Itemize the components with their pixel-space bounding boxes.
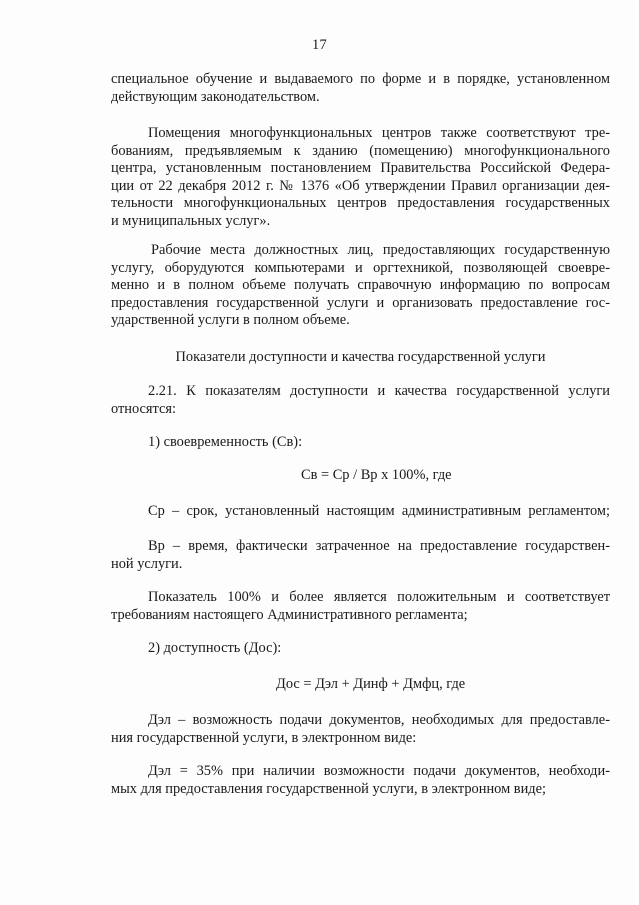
- text-line: Рабочие места должностных лиц, предоставляющих государственную: [151, 242, 610, 258]
- text-line: тельности многофункциональных центров предоставления государственных: [111, 195, 610, 212]
- definition-del-35: [111, 763, 610, 798]
- paragraph-workplaces: [111, 242, 610, 330]
- text-line: Вр – время, фактически затраченное на предоставление государствен-: [148, 538, 610, 554]
- text-line: Дэл – возможность подачи документов, необходимых для предоставле-: [148, 712, 610, 728]
- definition-cp: [111, 503, 610, 521]
- page-number: 17: [311, 37, 328, 53]
- text-line: центра, установленным постановлением Правительства Российской Федера-: [111, 160, 610, 177]
- paragraph-continuation: [111, 71, 610, 106]
- text-line: действующим законодательством.: [111, 88, 320, 105]
- paragraph-2-21: [111, 383, 610, 418]
- list-item-accessibility: 2) доступность (Дос):: [148, 640, 282, 656]
- text-line: требованиям настоящего Административного регламента;: [111, 606, 468, 623]
- text-line: 2.21. К показателям доступности и качества государственной услуги: [148, 383, 610, 399]
- text-line: ния государственной услуги, в электронном виде:: [111, 729, 417, 746]
- list-item-timeliness: 1) своевременность (Св):: [148, 434, 303, 450]
- paragraph-indicator: [111, 589, 610, 624]
- text-line: мых для предоставления государственной услуги, в электронном виде;: [111, 780, 546, 797]
- text-line: Показатель 100% и более является положительным и соответствует: [148, 589, 610, 605]
- text-line: и муниципальных услуг».: [111, 212, 271, 229]
- definition-vr: [111, 538, 610, 573]
- text-line: бованиям, предъявляемым к зданию (помещению) многофункционального: [111, 142, 610, 159]
- text-line: специальное обучение и выдаваемого по форме и в порядке, установленном: [111, 71, 610, 87]
- text-line: ударственной услуги в полном объеме.: [111, 312, 350, 329]
- text-line: услугу, оборудуются компьютерами и оргтехникой, позволяющей своевре-: [111, 259, 610, 276]
- text-line: менно и в полном объеме получать справочную информацию по вопросам: [111, 277, 610, 294]
- definition-del: [111, 712, 610, 747]
- section-heading: Показатели доступности и качества государственной услуги: [175, 349, 546, 365]
- text-line: Ср – срок, установленный настоящим административным регламентом;: [148, 503, 610, 519]
- text-line: предоставления государственной услуги и организовать предоставление гос-: [111, 294, 610, 311]
- text-line: ной услуги.: [111, 555, 183, 572]
- formula-timeliness: Св = Ср / Вр х 100%, где: [301, 467, 452, 483]
- text-line: относятся:: [111, 400, 177, 417]
- formula-accessibility: Дос = Дэл + Динф + Дмфц, где: [276, 676, 466, 692]
- paragraph-mfc-premises: [111, 125, 610, 231]
- text-line: ции от 22 декабря 2012 г. № 1376 «Об утверждении Правил организации дея-: [111, 177, 610, 194]
- text-line: Помещения многофункциональных центров также соответствуют тре-: [148, 125, 610, 141]
- text-line: Дэл = 35% при наличии возможности подачи документов, необходи-: [148, 763, 610, 779]
